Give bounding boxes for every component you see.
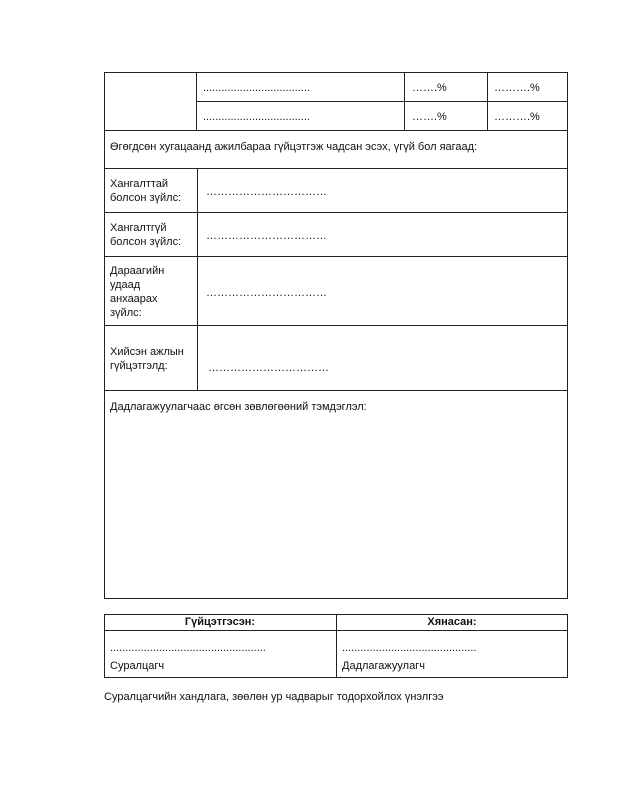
row-label-unsatisfactory: Хангалтгүй болсон зүйлс: (110, 222, 182, 248)
rows-col-divider (197, 168, 198, 390)
row-value-satisfactory: …………………………… (206, 186, 327, 198)
top-row-2-percent-2: ……….% (494, 111, 540, 123)
row-label-satisfactory: Хангалттай болсон зүйлс: (110, 178, 182, 204)
sig-left-role: Суралцагч (110, 660, 165, 672)
row-label-next-attention: Дараагийн удаад анхаарах зүйлс: (110, 265, 165, 319)
row-divider-2 (104, 256, 568, 257)
sig-right-role: Дадлагажуулагч (342, 660, 425, 672)
sig-header-performed: Гүйцэтгэсэн: (184, 616, 256, 628)
footer-title: Суралцагчийн хандлага, зөөлөн ур чадварыг тодорхойлох үнэлгээ (104, 691, 444, 703)
sig-right-dots: ............................................ (342, 642, 477, 654)
top-row-2-dots: ................................... (203, 111, 310, 123)
row-value-next-attention: …………………………… (206, 287, 327, 299)
table-border-bottom (104, 598, 568, 599)
top-row-1-dots: ................................... (203, 82, 310, 94)
table-border-left (104, 72, 105, 599)
top-row-divider (196, 101, 568, 102)
sig-header-reviewed: Хянасан: (427, 616, 477, 628)
table-border-right (567, 72, 568, 599)
row-divider-3 (104, 325, 568, 326)
section-divider-question (104, 130, 568, 131)
top-row-1-percent-1: …….% (412, 82, 447, 94)
row-label-performance: Хийсэн ажлын гүйцэтгэлд: (110, 346, 184, 372)
row-divider-4 (104, 390, 568, 391)
top-row-2-percent-1: …….% (412, 111, 447, 123)
table-border-top (104, 72, 568, 73)
row-value-performance: …………………………… (208, 362, 329, 374)
row-value-unsatisfactory: …………………………… (206, 230, 327, 242)
section-divider-rows (104, 168, 568, 169)
sig-border-right (567, 614, 568, 678)
row-divider-1 (104, 212, 568, 213)
top-row-1-percent-2: ……….% (494, 82, 540, 94)
sig-left-dots: ................................................... (110, 642, 266, 654)
completion-question: Өгөгдсөн хугацаанд ажилбараа гүйцэтгэж чадсан эсэх, үгүй бол яагаад: (110, 141, 478, 153)
advisor-note-label: Дадлагажуулагчаас өгсөн зөвлөгөөний тэмдэглэл: (110, 401, 367, 413)
